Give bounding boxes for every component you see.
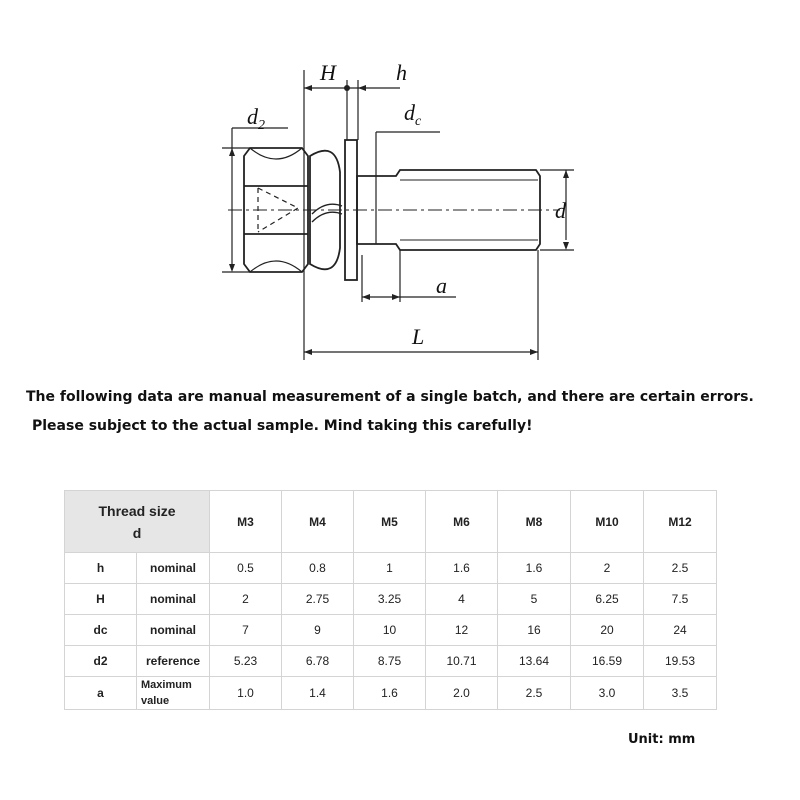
table-cell: 12 [426,615,498,646]
param-label: H [65,584,137,615]
table-cell: 24 [644,615,717,646]
table-row [65,584,717,615]
table-cell: 5.23 [210,646,282,677]
table-cell: 2.5 [498,677,571,710]
table-cell: 2.5 [644,553,717,584]
table-cell: 1 [354,553,426,584]
thread-size-label: Thread size [98,502,176,519]
table-cell: 3.5 [644,677,717,710]
table-row [65,677,717,710]
table-cell: 2 [210,584,282,615]
param-label: dc [65,615,137,646]
size-header: M12 [644,491,717,553]
table-cell: 7.5 [644,584,717,615]
param-qualifier: nominal [137,584,210,615]
table-cell: 1.0 [210,677,282,710]
disclaimer-line-1: The following data are manual measurement of a single batch, and there are certain errors. [26,389,754,405]
size-header: M3 [210,491,282,553]
table-cell: 8.75 [354,646,426,677]
table-cell: 5 [498,584,571,615]
table-cell: 7 [210,615,282,646]
table-cell: 1.6 [426,553,498,584]
disclaimer-line-2: Please subject to the actual sample. Mind taking this carefully! [32,418,533,434]
size-header: M6 [426,491,498,553]
param-qualifier: Maximum value [137,677,210,710]
table-cell: 1.6 [498,553,571,584]
label-dc: $d_c$ [404,100,422,129]
table-cell: 3.25 [354,584,426,615]
table-cell: 20 [571,615,644,646]
thread-size-header [65,491,210,553]
table-cell: 13.64 [498,646,571,677]
size-header: M5 [354,491,426,553]
table-row [65,615,717,646]
table-cell: 0.8 [282,553,354,584]
table-cell: 6.25 [571,584,644,615]
thread-size-symbol: d [132,524,142,541]
screw-assembly-diagram [0,0,800,370]
size-header: M4 [282,491,354,553]
param-label: h [65,553,137,584]
table-cell: 2.0 [426,677,498,710]
table-cell: 10 [354,615,426,646]
label-a: a [436,273,447,298]
table-row [65,553,717,584]
table-cell: 3.0 [571,677,644,710]
table-cell: 4 [426,584,498,615]
table-cell: 1.4 [282,677,354,710]
table-cell: 0.5 [210,553,282,584]
param-label: d2 [65,646,137,677]
label-h: h [396,60,407,85]
unit-label: Unit: mm [628,732,696,747]
param-qualifier: nominal [137,615,210,646]
label-H: H [320,60,336,85]
table-cell: 19.53 [644,646,717,677]
param-qualifier: nominal [137,553,210,584]
spec-table [64,490,717,710]
size-header: M8 [498,491,571,553]
table-cell: 9 [282,615,354,646]
label-d: d [555,198,566,223]
table-cell: 6.78 [282,646,354,677]
table-cell: 2.75 [282,584,354,615]
size-header: M10 [571,491,644,553]
table-header-row [65,491,717,553]
label-d2: $d_2$ [247,104,265,133]
table-cell: 10.71 [426,646,498,677]
table-cell: 16.59 [571,646,644,677]
label-L: L [412,324,425,349]
param-qualifier: reference [137,646,210,677]
table-cell: 1.6 [354,677,426,710]
table-cell: 2 [571,553,644,584]
table-cell: 16 [498,615,571,646]
param-label: a [65,677,137,710]
table-row [65,646,717,677]
